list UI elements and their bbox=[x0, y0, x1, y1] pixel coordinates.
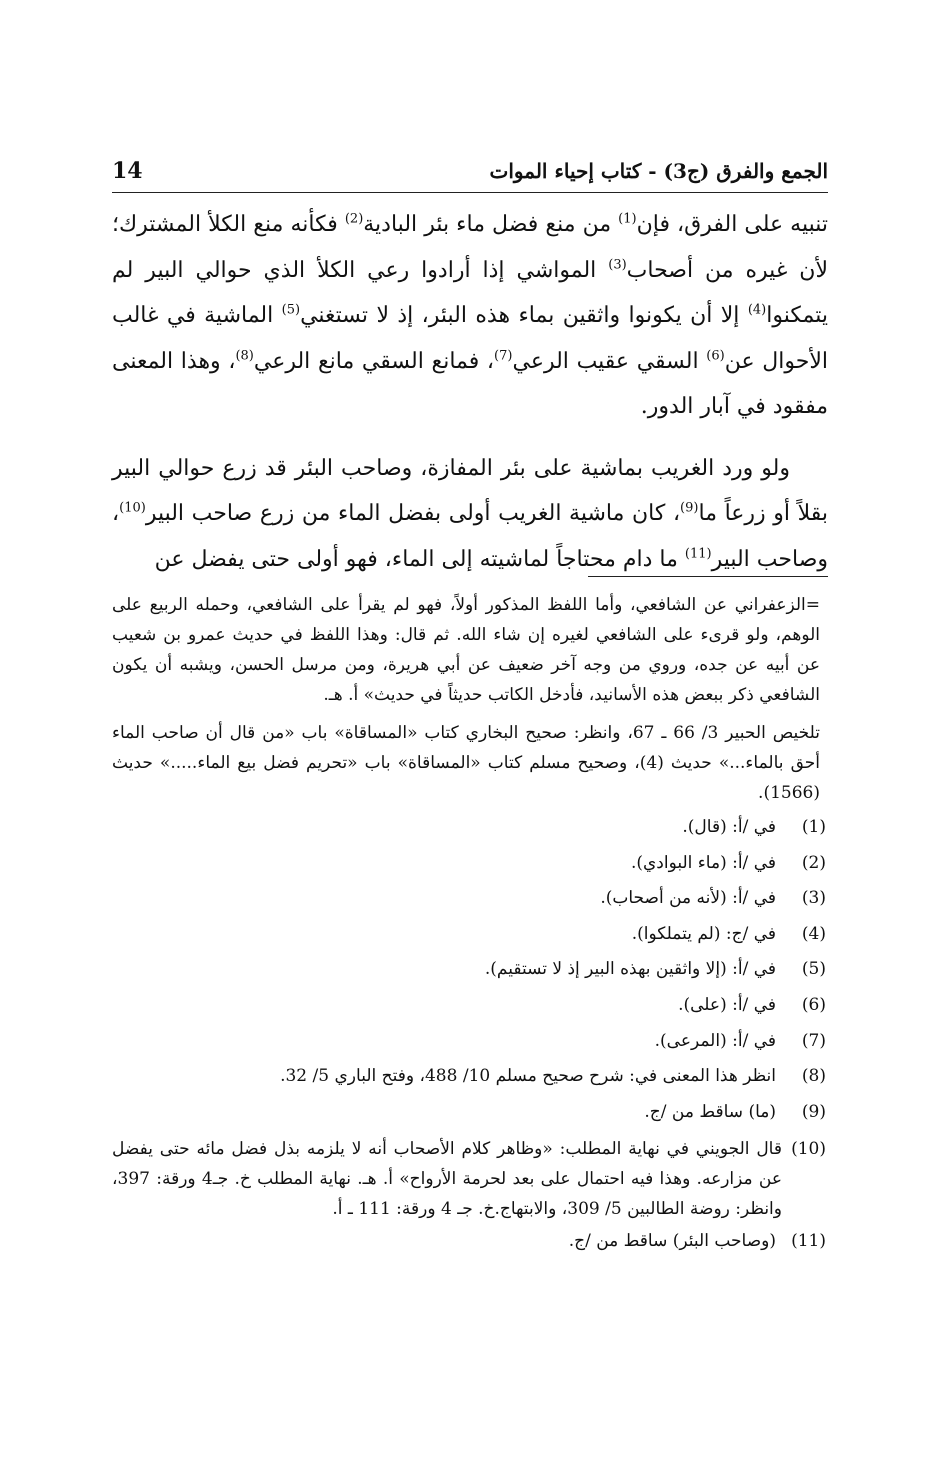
footnote-item bbox=[112, 1134, 828, 1224]
footnote-list bbox=[112, 810, 828, 1260]
footnote-ref-2: (2) bbox=[344, 211, 364, 227]
footnote-text: قال الجويني في نهاية المطلب: «وظاهر كلام الأصحاب أنه لا يلزمه بذل فضل مائه حتى يفضل عن مزارعه. وهذا فيه احتمال على بعد لحرمة الأرواح» أ. هـ. نهاية المطلب خ. جـ4 ورقة: 397، وانظر: روضة الطالبين 5/ 309، والابتهاج.خ. جـ 4 ورقة: 111 ـ أ. bbox=[112, 1139, 782, 1220]
footnote-text: في /أ: (إلا واثقين بهذه البير إذ لا تستقيم). bbox=[484, 959, 776, 980]
footnote-ref-8: (8) bbox=[235, 348, 254, 364]
footnote-text: في /ج: (لم يتملكوا). bbox=[631, 923, 776, 944]
footnote-ref-9: (9) bbox=[680, 500, 699, 516]
footnote-text: (وصاحب البئر) ساقط من /ج. bbox=[568, 1231, 776, 1252]
footnote-number: (6) bbox=[801, 994, 826, 1015]
text-run: إلا أن يكونوا واثقين بماء هذه البئر، إذ لا تستغني bbox=[300, 303, 748, 328]
footnote-number: (1) bbox=[801, 817, 826, 837]
text-run: ، وهذا المعنى مفقود في آبار الدور. bbox=[112, 348, 828, 419]
text-run: فكأنه منع الكلأ المشترك؛ لأن غيره من أصحاب bbox=[112, 212, 828, 283]
footnote-ref-1: (1) bbox=[618, 211, 637, 227]
footnote-ref-6: (6) bbox=[706, 348, 725, 364]
footnote-item bbox=[112, 952, 828, 988]
footnote-item bbox=[112, 846, 828, 882]
footnote-item bbox=[112, 810, 828, 846]
footnote-item bbox=[112, 881, 828, 917]
paragraph-2 bbox=[112, 446, 828, 583]
paragraph-1 bbox=[112, 202, 828, 430]
footnotes bbox=[112, 590, 828, 1260]
footnote-text: في /أ: (المرعى). bbox=[654, 1030, 776, 1051]
page-header bbox=[112, 150, 828, 193]
footnote-ref-11: (11) bbox=[684, 546, 712, 562]
text-run: تنبيه على الفرق، فإن bbox=[636, 212, 829, 237]
footnote-text: في /أ: (على). bbox=[678, 994, 776, 1015]
footnote-number: (5) bbox=[801, 959, 826, 980]
text-run: ولو ورد الغريب بماشية على بئر المفازة، وصاحب البئر قد زرع حوالي البير بقلاً أو زرعاً ما bbox=[112, 455, 828, 526]
main-text bbox=[112, 202, 828, 582]
text-run: ، وصاحب البير bbox=[112, 501, 828, 572]
footnote-item bbox=[112, 1095, 828, 1131]
footnote-text: في /أ: (لأنه من أصحاب). bbox=[600, 888, 776, 909]
footnote-item bbox=[112, 988, 828, 1024]
text-run: من منع فضل ماء بئر البادية bbox=[363, 212, 619, 237]
footnote-separator bbox=[588, 576, 828, 577]
footnote-number: (10) bbox=[791, 1139, 826, 1160]
text-run: الماشية في غالب الأحوال عن bbox=[112, 303, 828, 374]
footnote-continuation: =الزعفراني عن الشافعي، وأما اللفظ المذكور أولاً، فهو لم يقرأ على الشافعي، وحمله الربيع على الوهم، ولو قرىء على الشافعي لغيره إن شاء الله. ثم قال: وهذا اللفظ في حديث عمرو بن شعيب عن أبيه عن جده، وروي من وجه آخر ضعيف عن أبي هريرة، ومن مرسل الحسن، ويشبه أن يكون الشافعي ذكر ببعض هذه الأسانيد، فأدخل الكاتب حديثاً في حديث» أ. هـ. bbox=[112, 595, 820, 705]
text-run: السقي عقيب الرعي bbox=[512, 348, 707, 374]
footnote-continuation: تلخيص الحبير 3/ 66 ـ 67، وانظر: صحيح البخاري كتاب «المساقاة» باب «من قال أن صاحب الماء أحق بالماء...» حديث (4)، وصحيح مسلم كتاب «المساقاة» باب «تحريم فضل بيع الماء.....» حديث (1566). bbox=[112, 723, 820, 803]
text-run: ، فمانع السقي مانع الرعي bbox=[253, 348, 495, 374]
text-run: المواشي إذا أرادوا رعي الكلأ الذي حوالي البير لم يتمكنوا bbox=[112, 257, 828, 328]
footnote-ref-4: (4) bbox=[747, 302, 767, 318]
footnote-text: في /أ: (ماء البوادي). bbox=[630, 852, 776, 873]
footnote-number: (7) bbox=[801, 1030, 826, 1051]
footnote-item bbox=[112, 917, 828, 953]
footnote-ref-3: (3) bbox=[608, 257, 627, 273]
footnote-ref-7: (7) bbox=[494, 348, 513, 364]
footnote-number: (8) bbox=[801, 1066, 826, 1087]
footnote-ref-5: (5) bbox=[281, 302, 301, 318]
footnote-number: (4) bbox=[801, 923, 826, 944]
footnote-ref-10: (10) bbox=[119, 500, 146, 516]
page-number: 14 bbox=[112, 158, 143, 184]
footnote-number: (9) bbox=[801, 1101, 826, 1122]
running-title: الجمع والفرق (ج3) - كتاب إحياء الموات bbox=[489, 159, 828, 183]
footnote-item bbox=[112, 1224, 828, 1260]
footnote-item bbox=[112, 1059, 828, 1095]
footnote-number: (11) bbox=[791, 1231, 826, 1252]
text-run: ، كان ماشية الغريب أولى بفضل الماء من زرع صاحب البير bbox=[145, 501, 681, 526]
text-run: ما دام محتاجاً لماشيته إلى الماء، فهو أولى حتى يفضل عن bbox=[154, 546, 685, 572]
footnote-number: (3) bbox=[801, 888, 826, 909]
footnote-text: في /أ: (قال). bbox=[682, 817, 776, 837]
footnote-number: (2) bbox=[801, 852, 826, 873]
footnote-item bbox=[112, 1024, 828, 1060]
footnote-text: انظر هذا المعنى في: شرح صحيح مسلم 10/ 488، وفتح الباري 5/ 32. bbox=[280, 1066, 776, 1087]
footnote-text: (ما) ساقط من /ج. bbox=[644, 1101, 776, 1122]
